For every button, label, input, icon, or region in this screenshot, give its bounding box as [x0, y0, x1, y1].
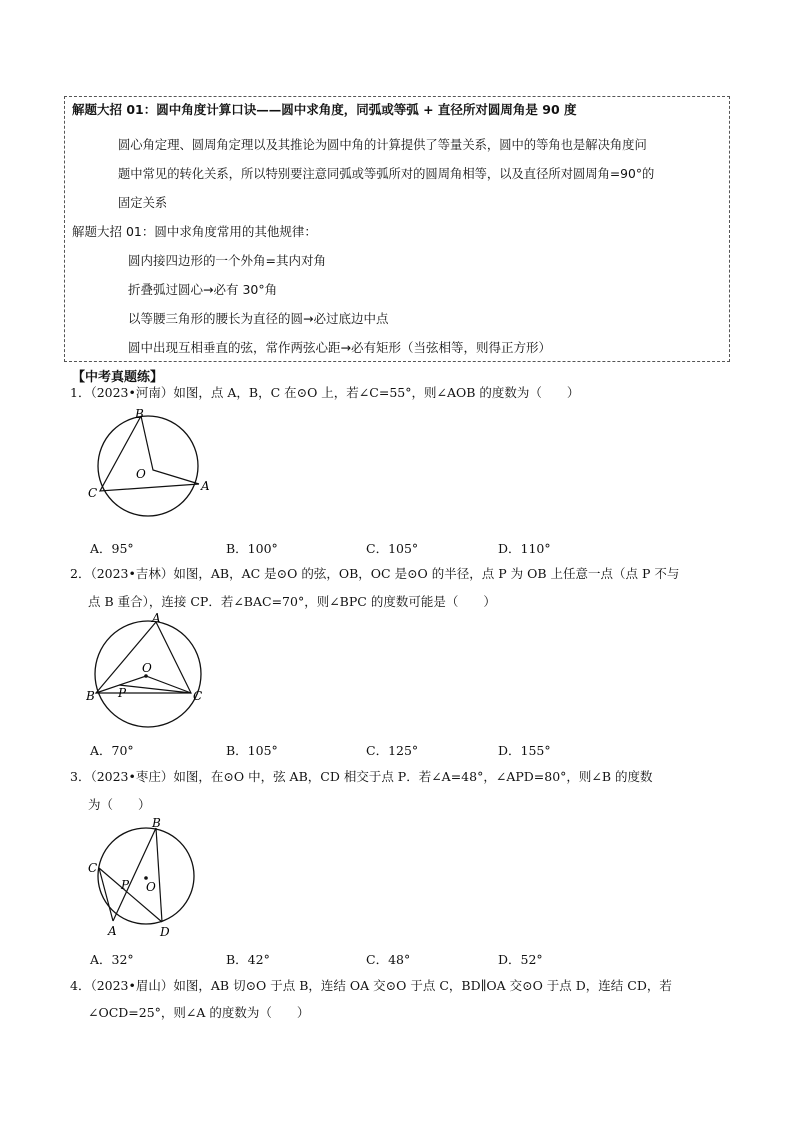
- tips-rule-3: 以等腰三角形的腰长为直径的圆→必过底边中点: [128, 311, 389, 326]
- label-a: A: [152, 612, 161, 625]
- question-1-option-c[interactable]: C．105°: [366, 541, 419, 556]
- question-1-option-d[interactable]: D．110°: [498, 541, 551, 556]
- radii-ob-oa: [141, 416, 199, 484]
- label-b: B: [86, 689, 95, 703]
- tips-rule-2: 折叠弧过圆心→必有 30°角: [128, 282, 278, 297]
- question-3-option-c[interactable]: C．48°: [366, 952, 411, 967]
- label-c: C: [88, 486, 98, 500]
- tips-paragraph-line-3: 固定关系: [118, 196, 168, 210]
- triangle-abc: [96, 622, 191, 693]
- label-d: D: [160, 925, 170, 938]
- label-b: B: [152, 816, 161, 830]
- question-3-option-b[interactable]: B．42°: [226, 952, 270, 967]
- label-o: O: [136, 467, 146, 481]
- tips-rule-1: 圆内接四边形的一个外角=其内对角: [128, 253, 326, 268]
- question-3-option-d[interactable]: D．52°: [498, 952, 543, 967]
- tips-title: 解题大招 01：圆中角度计算口诀——圆中求角度，同弧或等弧 + 直径所对圆周角是 90 度: [72, 102, 577, 117]
- label-a: A: [201, 479, 210, 493]
- question-4-text-line-2: ∠OCD=25°，则∠A 的度数为（ ）: [88, 1005, 310, 1020]
- question-3-option-a[interactable]: A．32°: [90, 952, 134, 967]
- question-2-option-c[interactable]: C．125°: [366, 743, 419, 758]
- question-1-figure: [86, 404, 216, 524]
- label-c: C: [193, 689, 203, 703]
- tips-rule-4: 圆中出现互相垂直的弦，常作两弦心距→必有矩形（当弦相等，则得正方形）: [128, 340, 551, 355]
- section-title: 【中考真题练】: [72, 370, 164, 385]
- question-2-option-a[interactable]: A．70°: [90, 743, 134, 758]
- question-3-text-line-1: 3．（2023•枣庄）如图，在⊙O 中，弦 AB，CD 相交于点 P．若∠A=48°，∠APD=80°，则∠B 的度数: [70, 769, 653, 784]
- question-2-option-d[interactable]: D．155°: [498, 743, 551, 758]
- label-a: A: [108, 924, 117, 938]
- chord-cd: [99, 868, 162, 922]
- question-4-text-line-1: 4．（2023•眉山）如图，AB 切⊙O 于点 B，连结 OA 交⊙O 于点 C，BD∥OA 交⊙O 于点 D，连结 CD，若: [70, 978, 672, 993]
- tips-paragraph-line-2: 题中常见的转化关系，所以特别要注意同弧或等弧所对的圆周角相等，以及直径所对圆周角=90°的: [118, 167, 655, 181]
- label-p: P: [118, 686, 127, 700]
- tips-paragraph-line-1: 圆心角定理、圆周角定理以及其推论为圆中角的计算提供了等量关系，圆中的等角也是解决角度问: [118, 138, 647, 152]
- question-3-figure: [86, 816, 206, 938]
- question-2-text-line-2: 点 B 重合），连接 CP．若∠BAC=70°，则∠BPC 的度数可能是（ ）: [88, 594, 496, 609]
- circle-o: [98, 828, 194, 924]
- question-3-text-line-2: 为（ ）: [88, 797, 151, 812]
- question-2-figure: [86, 612, 216, 734]
- chord-ab: [113, 828, 156, 921]
- label-o: O: [146, 880, 156, 894]
- question-1-option-a[interactable]: A．95°: [90, 541, 134, 556]
- label-b: B: [135, 407, 144, 421]
- question-1-text: 1．（2023•河南）如图，点 A，B，C 在⊙O 上，若∠C=55°，则∠AOB 的度数为（ ）: [70, 385, 580, 400]
- tips-title-2: 解题大招 01：圆中求角度常用的其他规律：: [72, 224, 317, 239]
- radii-bo-oc: [96, 676, 191, 693]
- segment-bd: [156, 828, 162, 922]
- question-2-option-b[interactable]: B．105°: [226, 743, 278, 758]
- question-1-option-b[interactable]: B．100°: [226, 541, 278, 556]
- label-p: P: [121, 878, 130, 892]
- label-o: O: [142, 661, 152, 675]
- label-c: C: [88, 861, 98, 875]
- question-2-text-line-1: 2．（2023•吉林）如图，AB，AC 是⊙O 的弦，OB，OC 是⊙O 的半径，点 P 为 OB 上任意一点（点 P 不与: [70, 566, 680, 581]
